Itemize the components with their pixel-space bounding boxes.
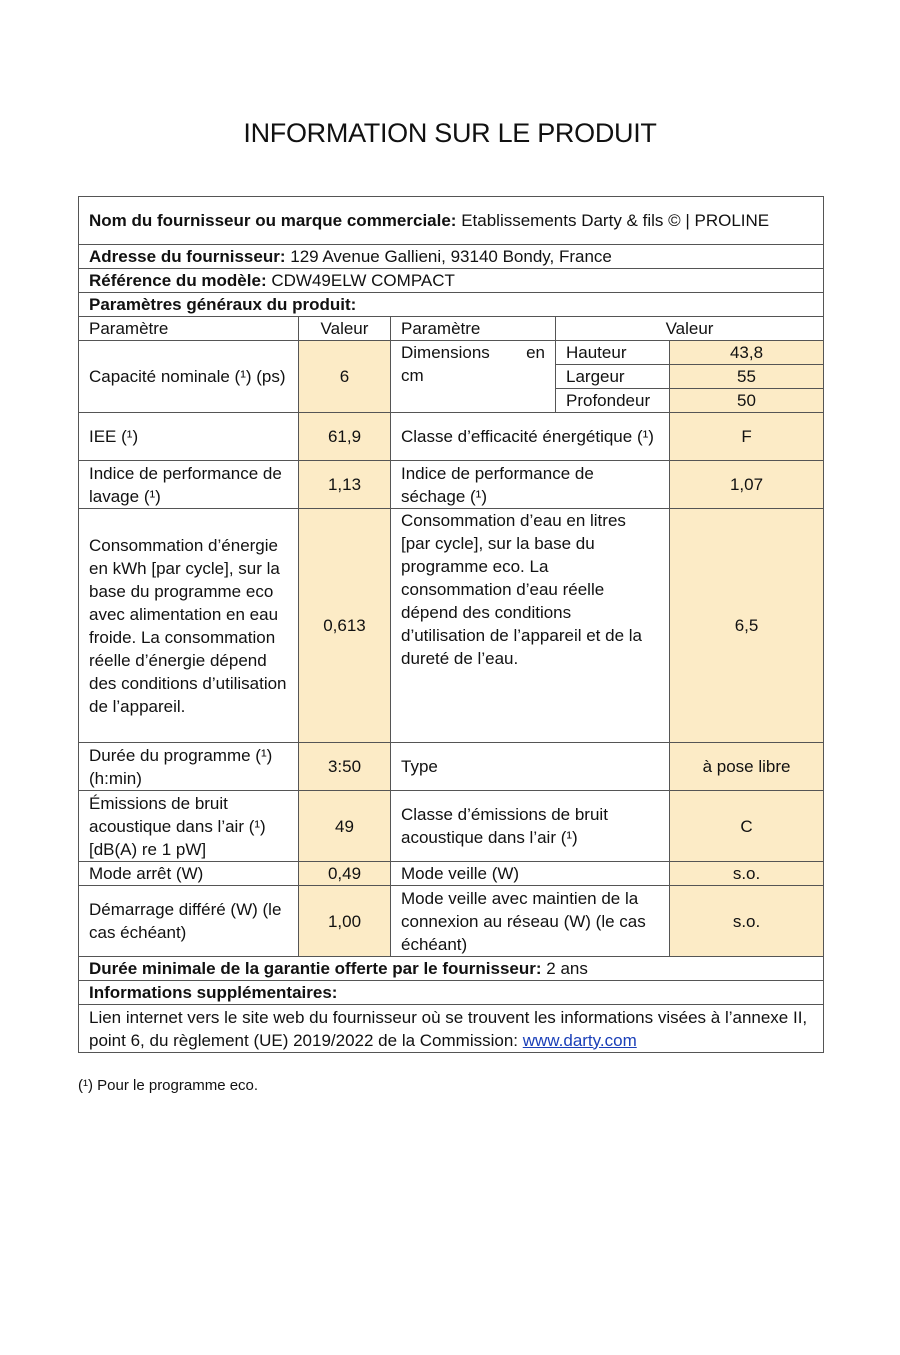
iee-label: IEE (¹) — [79, 413, 299, 461]
header-value-left: Valeur — [299, 317, 391, 341]
type-value: à pose libre — [670, 743, 824, 791]
noise-label: Émissions de bruit acoustique dans l’air (¹) [dB(A) re 1 pW] — [79, 791, 299, 862]
energy-class-label: Classe d’efficacité énergétique (¹) — [391, 413, 670, 461]
product-information-table — [78, 196, 824, 1053]
dry-performance-value: 1,07 — [670, 461, 824, 509]
off-mode-label: Mode arrêt (W) — [79, 862, 299, 886]
noise-class-label: Classe d’émissions de bruit acoustique dans l’air (¹) — [391, 791, 670, 862]
wash-performance-value: 1,13 — [299, 461, 391, 509]
iee-value: 61,9 — [299, 413, 391, 461]
off-mode-value: 0,49 — [299, 862, 391, 886]
supplier-address-label: Adresse du fournisseur: — [89, 247, 286, 266]
standby-label: Mode veille (W) — [391, 862, 670, 886]
additional-info-heading: Informations supplémentaires: — [79, 981, 824, 1005]
capacity-value: 6 — [299, 341, 391, 413]
model-reference-cell — [79, 269, 824, 293]
supplier-name-cell — [79, 197, 824, 245]
height-label: Hauteur — [556, 341, 670, 365]
dimensions-label-word: Dimensions — [401, 343, 490, 362]
noise-class-value: C — [670, 791, 824, 862]
supplier-name-label: Nom du fournisseur ou marque commerciale: — [89, 211, 457, 230]
delay-start-label: Démarrage différé (W) (le cas échéant) — [79, 886, 299, 957]
dry-performance-label: Indice de performance de séchage (¹) — [391, 461, 670, 509]
page-title: INFORMATION SUR LE PRODUIT — [243, 118, 657, 148]
energy-class-value: F — [670, 413, 824, 461]
supplier-address-value: 129 Avenue Gallieni, 93140 Bondy, France — [290, 247, 612, 266]
dimensions-label-en: en — [526, 343, 545, 362]
warranty-cell — [79, 957, 824, 981]
networked-standby-label: Mode veille avec maintien de la connexion au réseau (W) (le cas échéant) — [391, 886, 670, 957]
water-consumption-value: 6,5 — [670, 509, 824, 743]
general-params-heading: Paramètres généraux du produit: — [79, 293, 824, 317]
type-label: Type — [391, 743, 670, 791]
capacity-label: Capacité nominale (¹) (ps) — [79, 341, 299, 413]
header-value-right: Valeur — [556, 317, 824, 341]
header-param-left: Paramètre — [79, 317, 299, 341]
duration-label: Durée du programme (¹) (h:min) — [79, 743, 299, 791]
delay-start-value: 1,00 — [299, 886, 391, 957]
wash-performance-label: Indice de performance de lavage (¹) — [79, 461, 299, 509]
dimensions-label-unit: cm — [401, 366, 424, 385]
noise-value: 49 — [299, 791, 391, 862]
supplier-address-cell — [79, 245, 824, 269]
warranty-label: Durée minimale de la garantie offerte par le fournisseur: — [89, 959, 542, 978]
depth-value: 50 — [670, 389, 824, 413]
additional-info-cell — [79, 1005, 824, 1053]
supplier-name-value: Etablissements Darty & fils © | PROLINE — [461, 211, 770, 230]
depth-label: Profondeur — [556, 389, 670, 413]
duration-value: 3:50 — [299, 743, 391, 791]
dimensions-label — [391, 341, 556, 413]
warranty-value: 2 ans — [546, 959, 588, 978]
additional-info-text: Lien internet vers le site web du fournisseur où se trouvent les informations visées à l’annexe II, point 6, du règlement (UE) 2019/2022 de la Commission: — [89, 1007, 808, 1050]
width-label: Largeur — [556, 365, 670, 389]
energy-consumption-value: 0,613 — [299, 509, 391, 743]
model-reference-value: CDW49ELW COMPACT — [271, 271, 455, 290]
networked-standby-value: s.o. — [670, 886, 824, 957]
darty-website-link[interactable]: www.darty.com — [522, 1030, 637, 1050]
energy-consumption-label: Consommation d’énergie en kWh [par cycle], sur la base du programme eco avec alimentation en eau froide. La consommation réelle d’énergie dépend des conditions d’utilisation de l’appareil. — [79, 509, 299, 743]
water-consumption-label: Consommation d’eau en litres [par cycle], sur la base du programme eco. La consommation d’eau réelle dépend des conditions d’utilisation de l’appareil et de la dureté de l’eau. — [391, 509, 670, 743]
standby-value: s.o. — [670, 862, 824, 886]
width-value: 55 — [670, 365, 824, 389]
footnote: (¹) Pour le programme eco. — [78, 1077, 259, 1094]
header-param-right: Paramètre — [391, 317, 556, 341]
model-reference-label: Référence du modèle: — [89, 271, 267, 290]
height-value: 43,8 — [670, 341, 824, 365]
